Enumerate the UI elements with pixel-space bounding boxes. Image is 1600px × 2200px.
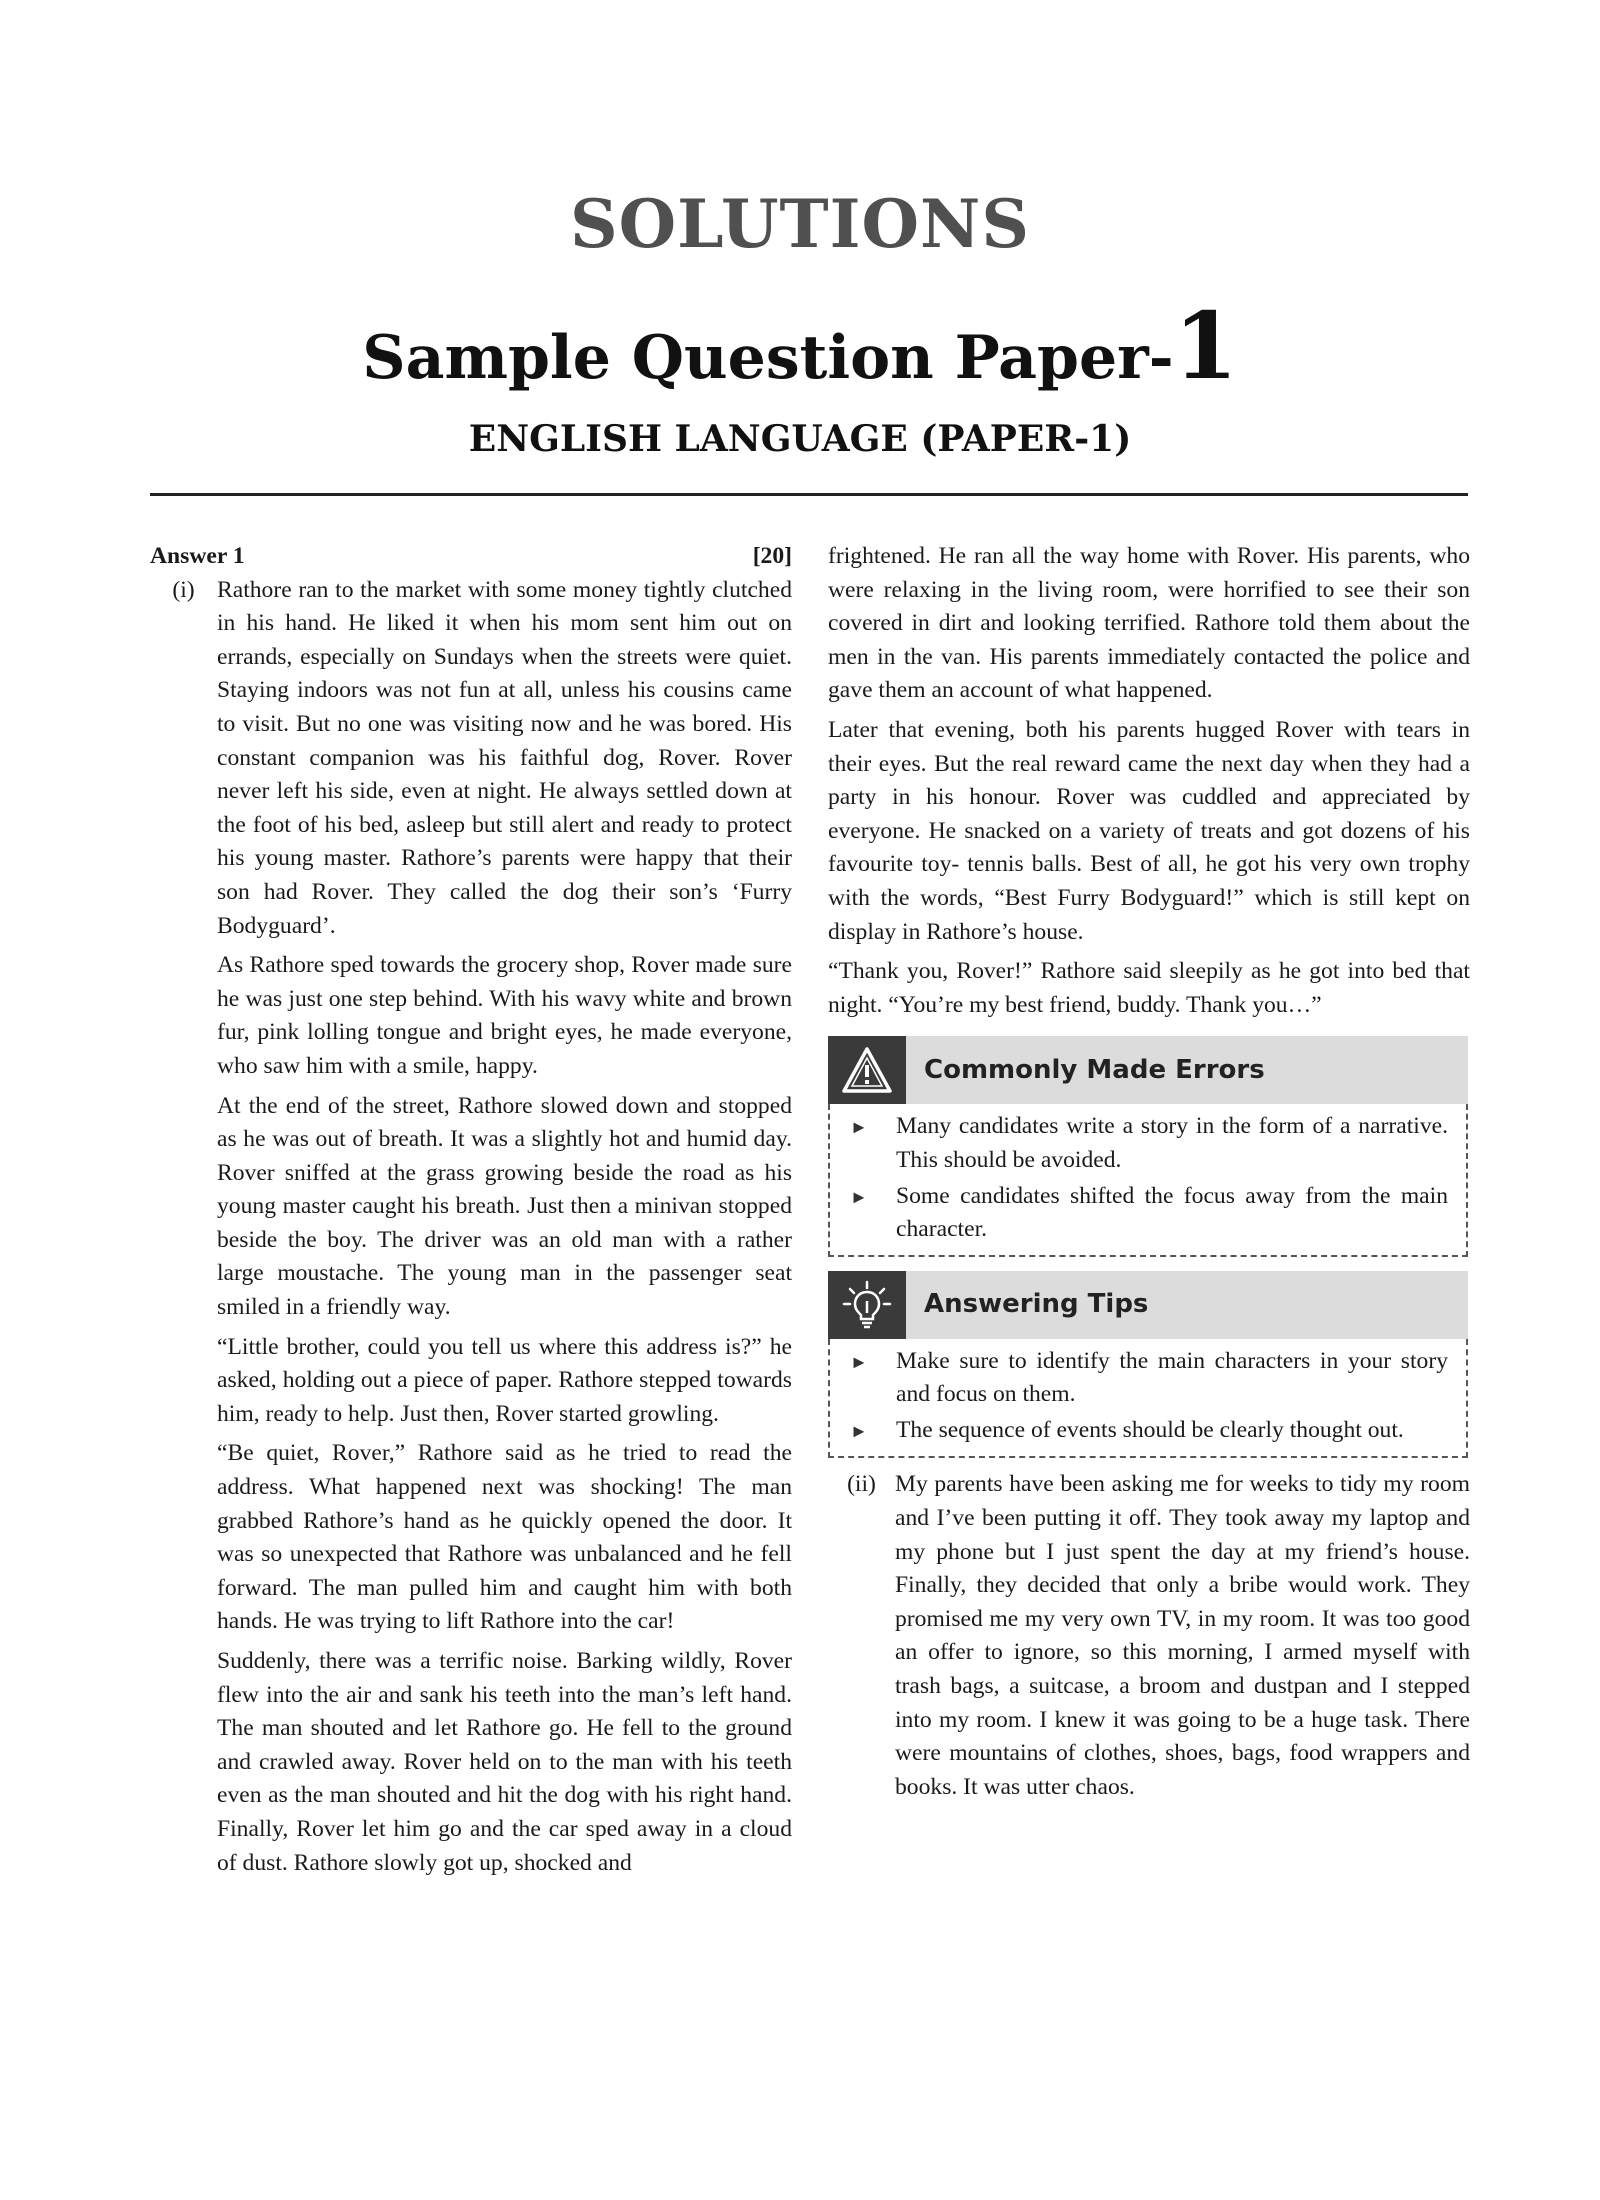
errors-box-title: Commonly Made Errors [924, 1054, 1265, 1085]
tips-box-title: Answering Tips [924, 1288, 1149, 1319]
story-paragraph: Suddenly, there was a terrific noise. Barking wildly, Rover flew into the air and sank his teeth into the man’s left hand. The man shouted and let Rathore go. He fell to the ground and crawled away. Rover held on to the man with his teeth even as the man shouted and hit the dog with his right hand. Finally, Rover let him go and the car sped away in a cloud of dust. Rathore slowly got up, shocked and [217, 1648, 792, 1876]
errors-box-header [828, 1036, 1468, 1104]
tip-text: The sequence of events should be clearly thought out. [896, 1416, 1404, 1443]
solutions-heading: SOLUTIONS [570, 185, 1030, 263]
tips-box-header [828, 1271, 1468, 1339]
arrow-bullet-icon: ► [850, 1420, 868, 1441]
lightbulb-icon [828, 1271, 906, 1339]
story-paragraph: “Be quiet, Rover,” Rathore said as he tried to read the address. What happened next was shocking! The man grabbed Rathore’s hand as he quickly opened the door. It was so unexpected that Rathore was unbalanced and he fell forward. The man pulled him and caught him with both hands. He was trying to lift Rathore into the car! [217, 1440, 792, 1635]
paper-title [0, 292, 1600, 400]
arrow-bullet-icon: ► [850, 1351, 868, 1372]
story-paragraph: Rathore ran to the market with some money tightly clutched in his hand. He liked it when his mom sent him out on errands, especially on Sundays when the streets were quiet. Staying indoors was not fun at all, unless his cousins came to visit. But no one was visiting now and he was bored. His constant companion was his faithful dog, Rover. Rover never left his side, even at night. He always settled down at the foot of his bed, asleep but still alert and ready to protect his young master. Rathore’s parents were happy that their son had Rover. They called the dog their son’s ‘Furry Bodyguard’. [217, 576, 792, 939]
story-paragraph: My parents have been asking me for weeks to tidy my room and I’ve been putting it off. They took away my laptop and my phone but I just spent the day at my friend’s house. Finally, they decided that only a bribe would work. They promised me my very own TV, in my room. It was too good an offer to ignore, so this morning, I armed myself with trash bags, a suitcase, a broom and dustpan and I stepped into my room. I knew it was going to be a huge task. There were mountains of clothes, shoes, bags, food wrappers and books. It was utter chaos. [895, 1471, 1470, 1800]
left-column [150, 540, 792, 1886]
story-paragraph: As Rathore sped towards the grocery shop, Rover made sure he was just one step behind. With his wavy white and brown fur, pink lolling tongue and bright eyes, he made everyone, who saw him with a smile, happy. [217, 952, 792, 1079]
paper-number: 1 [1173, 292, 1238, 400]
tip-text: Make sure to identify the main characters in your story and focus on them. [896, 1347, 1448, 1408]
subject-heading: ENGLISH LANGUAGE (PAPER-1) [468, 418, 1132, 460]
part-ii [828, 1468, 1470, 1810]
part-i-body [217, 574, 792, 1887]
answering-tips-box [828, 1271, 1468, 1459]
answer-header [150, 540, 792, 574]
right-column [828, 540, 1470, 1810]
part-i-label: (i) [172, 576, 195, 603]
warning-icon [828, 1036, 906, 1104]
list-item [850, 1345, 1448, 1412]
arrow-bullet-icon: ► [850, 1117, 868, 1138]
error-text: Some candidates shifted the focus away from the main character. [896, 1182, 1448, 1243]
answer-marks: [20] [752, 543, 792, 569]
commonly-made-errors-box [828, 1036, 1468, 1256]
story-paragraph: Later that evening, both his parents hugged Rover with tears in their eyes. But the real reward came the next day when they had a party in his honour. Rover was cuddled and appreciated by everyone. He snacked on a variety of treats and got dozens of his favourite toy- tennis balls. Best of all, he got his very own trophy with the words, “Best Furry Bodyguard!” which is still kept on display in Rathore’s house. [828, 716, 1470, 945]
part-ii-label: (ii) [847, 1471, 876, 1498]
list-item [850, 1414, 1448, 1449]
error-text: Many candidates write a story in the form of a narrative. This should be avoided. [896, 1113, 1448, 1173]
list-item [850, 1180, 1448, 1247]
tips-box-body [828, 1339, 1468, 1459]
part-ii-body [895, 1468, 1470, 1810]
arrow-bullet-icon: ► [850, 1186, 868, 1207]
story-paragraph: At the end of the street, Rathore slowed down and stopped as he was out of breath. It was a slightly hot and humid day. Rover sniffed at the grass growing beside the road as his young master caught his breath. Just then a minivan stopped beside the boy. The driver was an old man with a rather large moustache. The young man in the passenger seat smiled in a friendly way. [217, 1092, 792, 1321]
list-item [850, 1110, 1448, 1177]
answer-label: Answer 1 [150, 543, 245, 569]
paper-title-text: Sample Question Paper- [362, 323, 1174, 393]
part-i [150, 574, 792, 1887]
title-divider [150, 493, 1468, 496]
story-paragraph: frightened. He ran all the way home with Rover. His parents, who were relaxing in the living room, were horrified to see their son covered in dirt and looking terrified. Rathore told them about the men in the van. His parents immediately contacted the police and gave them an account of what happened. [828, 543, 1470, 704]
story-paragraph: “Little brother, could you tell us where this address is?” he asked, holding out a piece of paper. Rathore stepped towards him, ready to help. Just then, Rover started growling. [217, 1333, 792, 1427]
errors-box-body [828, 1104, 1468, 1256]
story-paragraph: “Thank you, Rover!” Rathore said sleepily as he got into bed that night. “You’re my best friend, buddy. Thank you…” [828, 958, 1470, 1018]
